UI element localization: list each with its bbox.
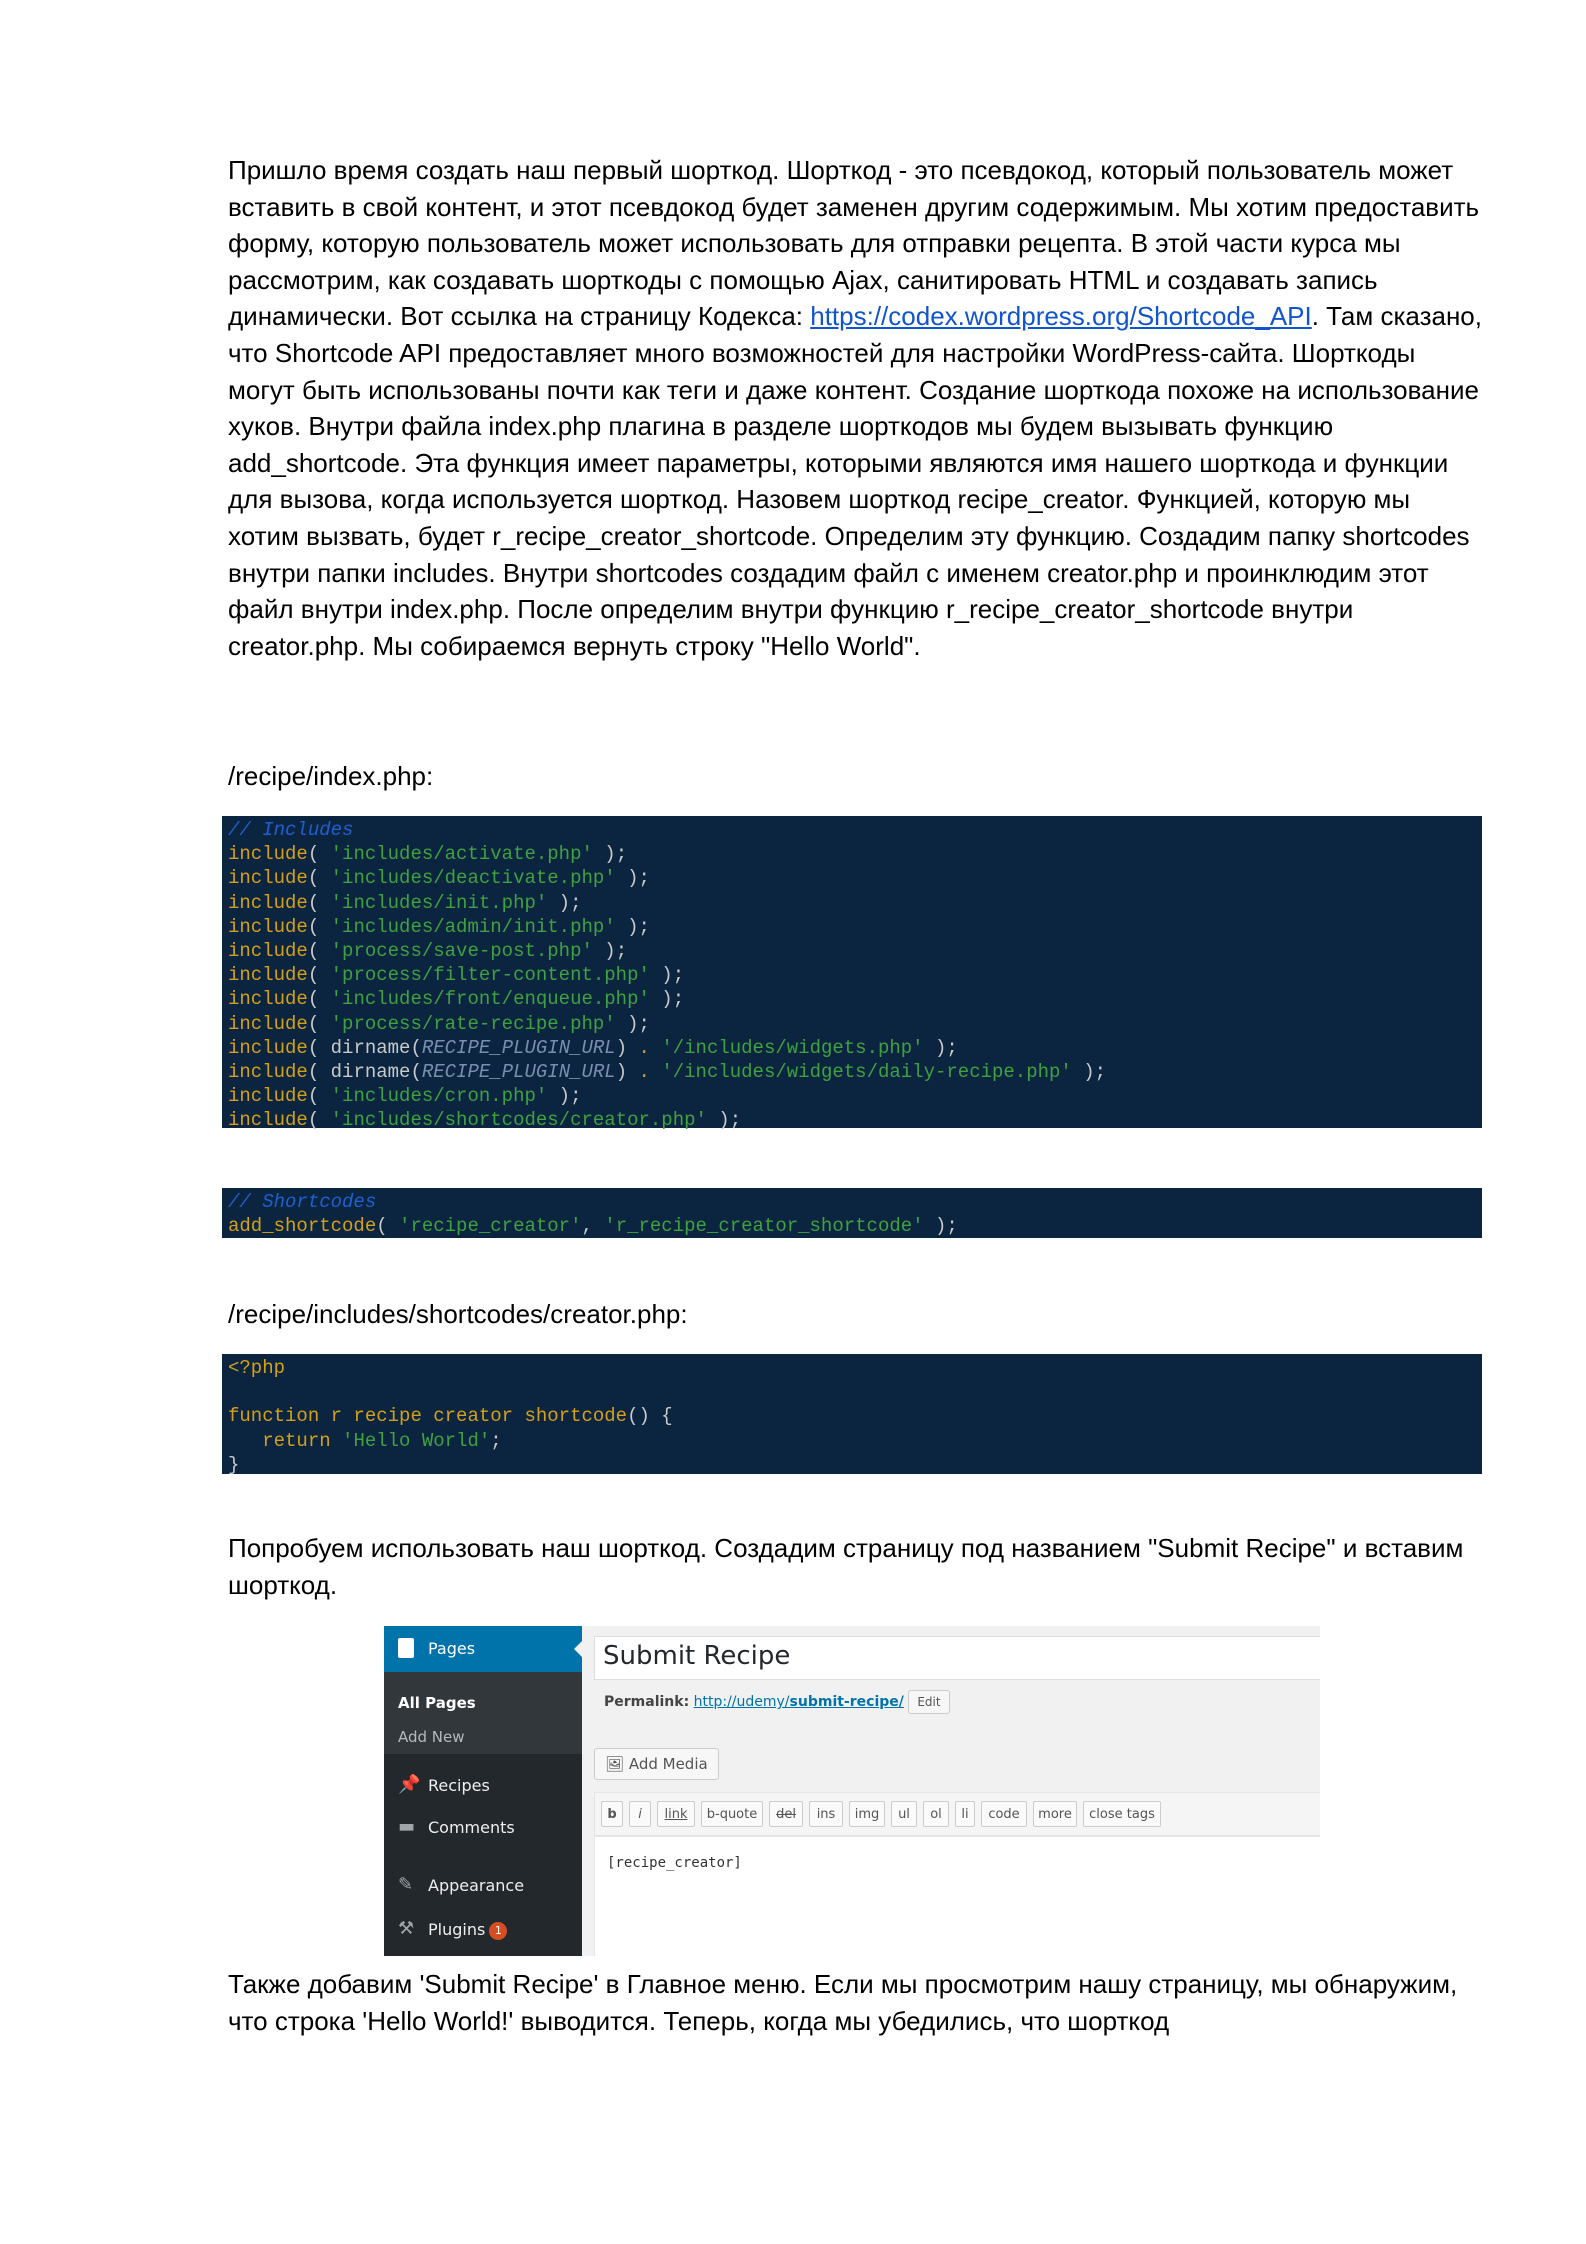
code-line: include( 'includes/cron.php' ); [228,1085,582,1108]
code-line: // Includes [228,819,354,841]
code-line: include( 'includes/activate.php' ); [228,843,628,866]
pin-icon: 📌 [398,1774,421,1795]
code-line: } [228,1453,240,1476]
sidebar-item-appearance[interactable]: Appearance [428,1876,525,1895]
quicktag-button-ol[interactable]: ol [923,1801,949,1827]
quicktag-button-code[interactable]: code [981,1801,1027,1827]
quicktag-button-link[interactable]: link [657,1801,695,1827]
wp-admin-sidebar [384,1626,582,1956]
active-arrow-icon [574,1641,582,1657]
code-line: include( 'process/rate-recipe.php' ); [228,1012,650,1035]
quicktag-button-ul[interactable]: ul [891,1801,917,1827]
code-line: include( 'process/save-post.php' ); [228,939,628,962]
sidebar-item-comments[interactable]: Comments [428,1818,515,1837]
plug-icon: ⚒ [398,1918,415,1939]
code-line: // Shortcodes [228,1191,377,1213]
permalink-row [604,1690,950,1714]
wp-editor-main [582,1626,1320,1956]
add-media-button[interactable] [594,1748,719,1780]
code-line: function r recipe creator shortcode() { [228,1405,673,1428]
code-line: include( 'includes/admin/init.php' ); [228,915,650,938]
comment-icon: ▬ [398,1816,416,1837]
code-line: add_shortcode( 'recipe_creator', 'r_recipe_creator_shortcode' ); [228,1215,958,1238]
code-line: include( 'includes/front/enqueue.php' ); [228,988,685,1011]
intro-text-2: . Там сказано, что Shortcode API предоставляет много возможностей для настройки WordPress-сайта. Шорткоды могут быть использованы почти как теги и даже контент. Создание шорткода похоже на использование хуков. Внутри файла index.php плагина в разделе шорткодов мы будем вызывать функцию add_shortcode. Эта функция имеет параметры, которыми являются имя нашего шорткода и функции для вызова, когда используется шорткод. Назовем шорткод recipe_creator. Функцией, которую мы хотим вызвать, будет r_recipe_creator_shortcode. Определим эту функцию. Создадим папку shortcodes внутри папки includes. Внутри shortcodes создадим файл с именем creator.php и проинклюдим этот файл внутри index.php. После определим внутри функцию r_recipe_creator_shortcode внутри creator.php. Мы собираемся вернуть строку "Hello World". [228,301,1482,661]
paragraph-main-menu: Также добавим 'Submit Recipe' в Главное меню. Если мы просмотрим нашу страницу, мы обнаружим, что строка 'Hello World!' выводится. Теперь, когда мы убедились, что шорткод [228,1969,1458,2036]
quicktag-button-del[interactable]: del [769,1801,803,1827]
sidebar-item-label: Pages [428,1639,476,1658]
code-line: include( 'includes/shortcodes/creator.php' ); [228,1109,742,1132]
media-icon: 🖼 [605,1755,625,1773]
add-media-label: Add Media [628,1755,708,1773]
file-label-index: /recipe/index.php: [228,761,434,791]
pages-icon [398,1638,414,1658]
permalink-edit-button[interactable]: Edit [908,1690,949,1714]
code-line: include( 'includes/deactivate.php' ); [228,867,650,890]
quicktag-button-li[interactable]: li [955,1801,975,1827]
paragraph-try-shortcode: Попробуем использовать наш шорткод. Создадим страницу под названием "Submit Recipe" и вставим шорткод. [228,1533,1464,1600]
intro-paragraph [228,152,1488,664]
code-line: include( dirname(RECIPE_PLUGIN_URL) . '/includes/widgets.php' ); [228,1036,958,1059]
code-line [228,1380,1482,1404]
content-textarea[interactable] [594,1836,1320,1956]
submenu-all-pages[interactable]: All Pages [398,1694,476,1712]
wp-editor-screenshot [384,1626,1320,1956]
sidebar-item-label: Plugins [428,1920,486,1939]
post-title-input[interactable]: Submit Recipe [594,1636,1320,1680]
permalink-label: Permalink: [604,1694,690,1710]
code-line: include( 'process/filter-content.php' ); [228,964,685,987]
quicktag-button-img[interactable]: img [849,1801,885,1827]
pages-submenu [384,1672,582,1754]
submenu-add-new[interactable]: Add New [398,1728,465,1746]
file-label-creator: /recipe/includes/shortcodes/creator.php: [228,1299,688,1329]
codex-link[interactable]: https://codex.wordpress.org/Shortcode_API [810,301,1312,332]
code-line: include( 'includes/init.php' ); [228,891,582,914]
update-count-badge: 1 [489,1922,507,1940]
content-text: [recipe_creator] [607,1855,742,1871]
code-block-index [222,816,1482,1132]
quicktag-button-b-quote[interactable]: b-quote [701,1801,763,1827]
code-line: return 'Hello World'; [262,1429,502,1452]
code-line: <?php [228,1357,286,1379]
quicktag-button-b[interactable]: b [601,1801,623,1827]
quicktag-button-close-tags[interactable]: close tags [1083,1801,1161,1827]
code-block-shortcodes [222,1188,1482,1238]
quicktag-button-more[interactable]: more [1033,1801,1077,1827]
sidebar-item-plugins[interactable] [428,1920,507,1940]
code-line: include( dirname(RECIPE_PLUGIN_URL) . '/includes/widgets/daily-recipe.php' ); [228,1060,1107,1083]
sidebar-item-recipes[interactable]: Recipes [428,1776,490,1795]
quicktags-toolbar [594,1792,1320,1836]
code-block-creator [222,1354,1482,1474]
intro-text-1: Пришло время создать наш первый шорткод. Шорткод - это псевдокод, который пользователь может вставить в свой контент, и этот псевдокод будет заменен другим содержимым. Мы хотим предоставить форму, которую пользователь может использовать для отправки рецепта. В этой части курса мы рассмотрим, как создавать шорткоды с помощью Ajax, санитировать HTML и создавать запись динамически. Вот ссылка на страницу Кодекса: [228,155,1480,332]
sidebar-item-pages[interactable] [384,1626,582,1672]
quicktag-button-ins[interactable]: ins [809,1801,843,1827]
brush-icon: ✎ [398,1874,414,1895]
permalink-link[interactable]: http://udemy/submit-recipe/ [693,1694,904,1710]
quicktag-button-i[interactable]: i [629,1801,651,1827]
